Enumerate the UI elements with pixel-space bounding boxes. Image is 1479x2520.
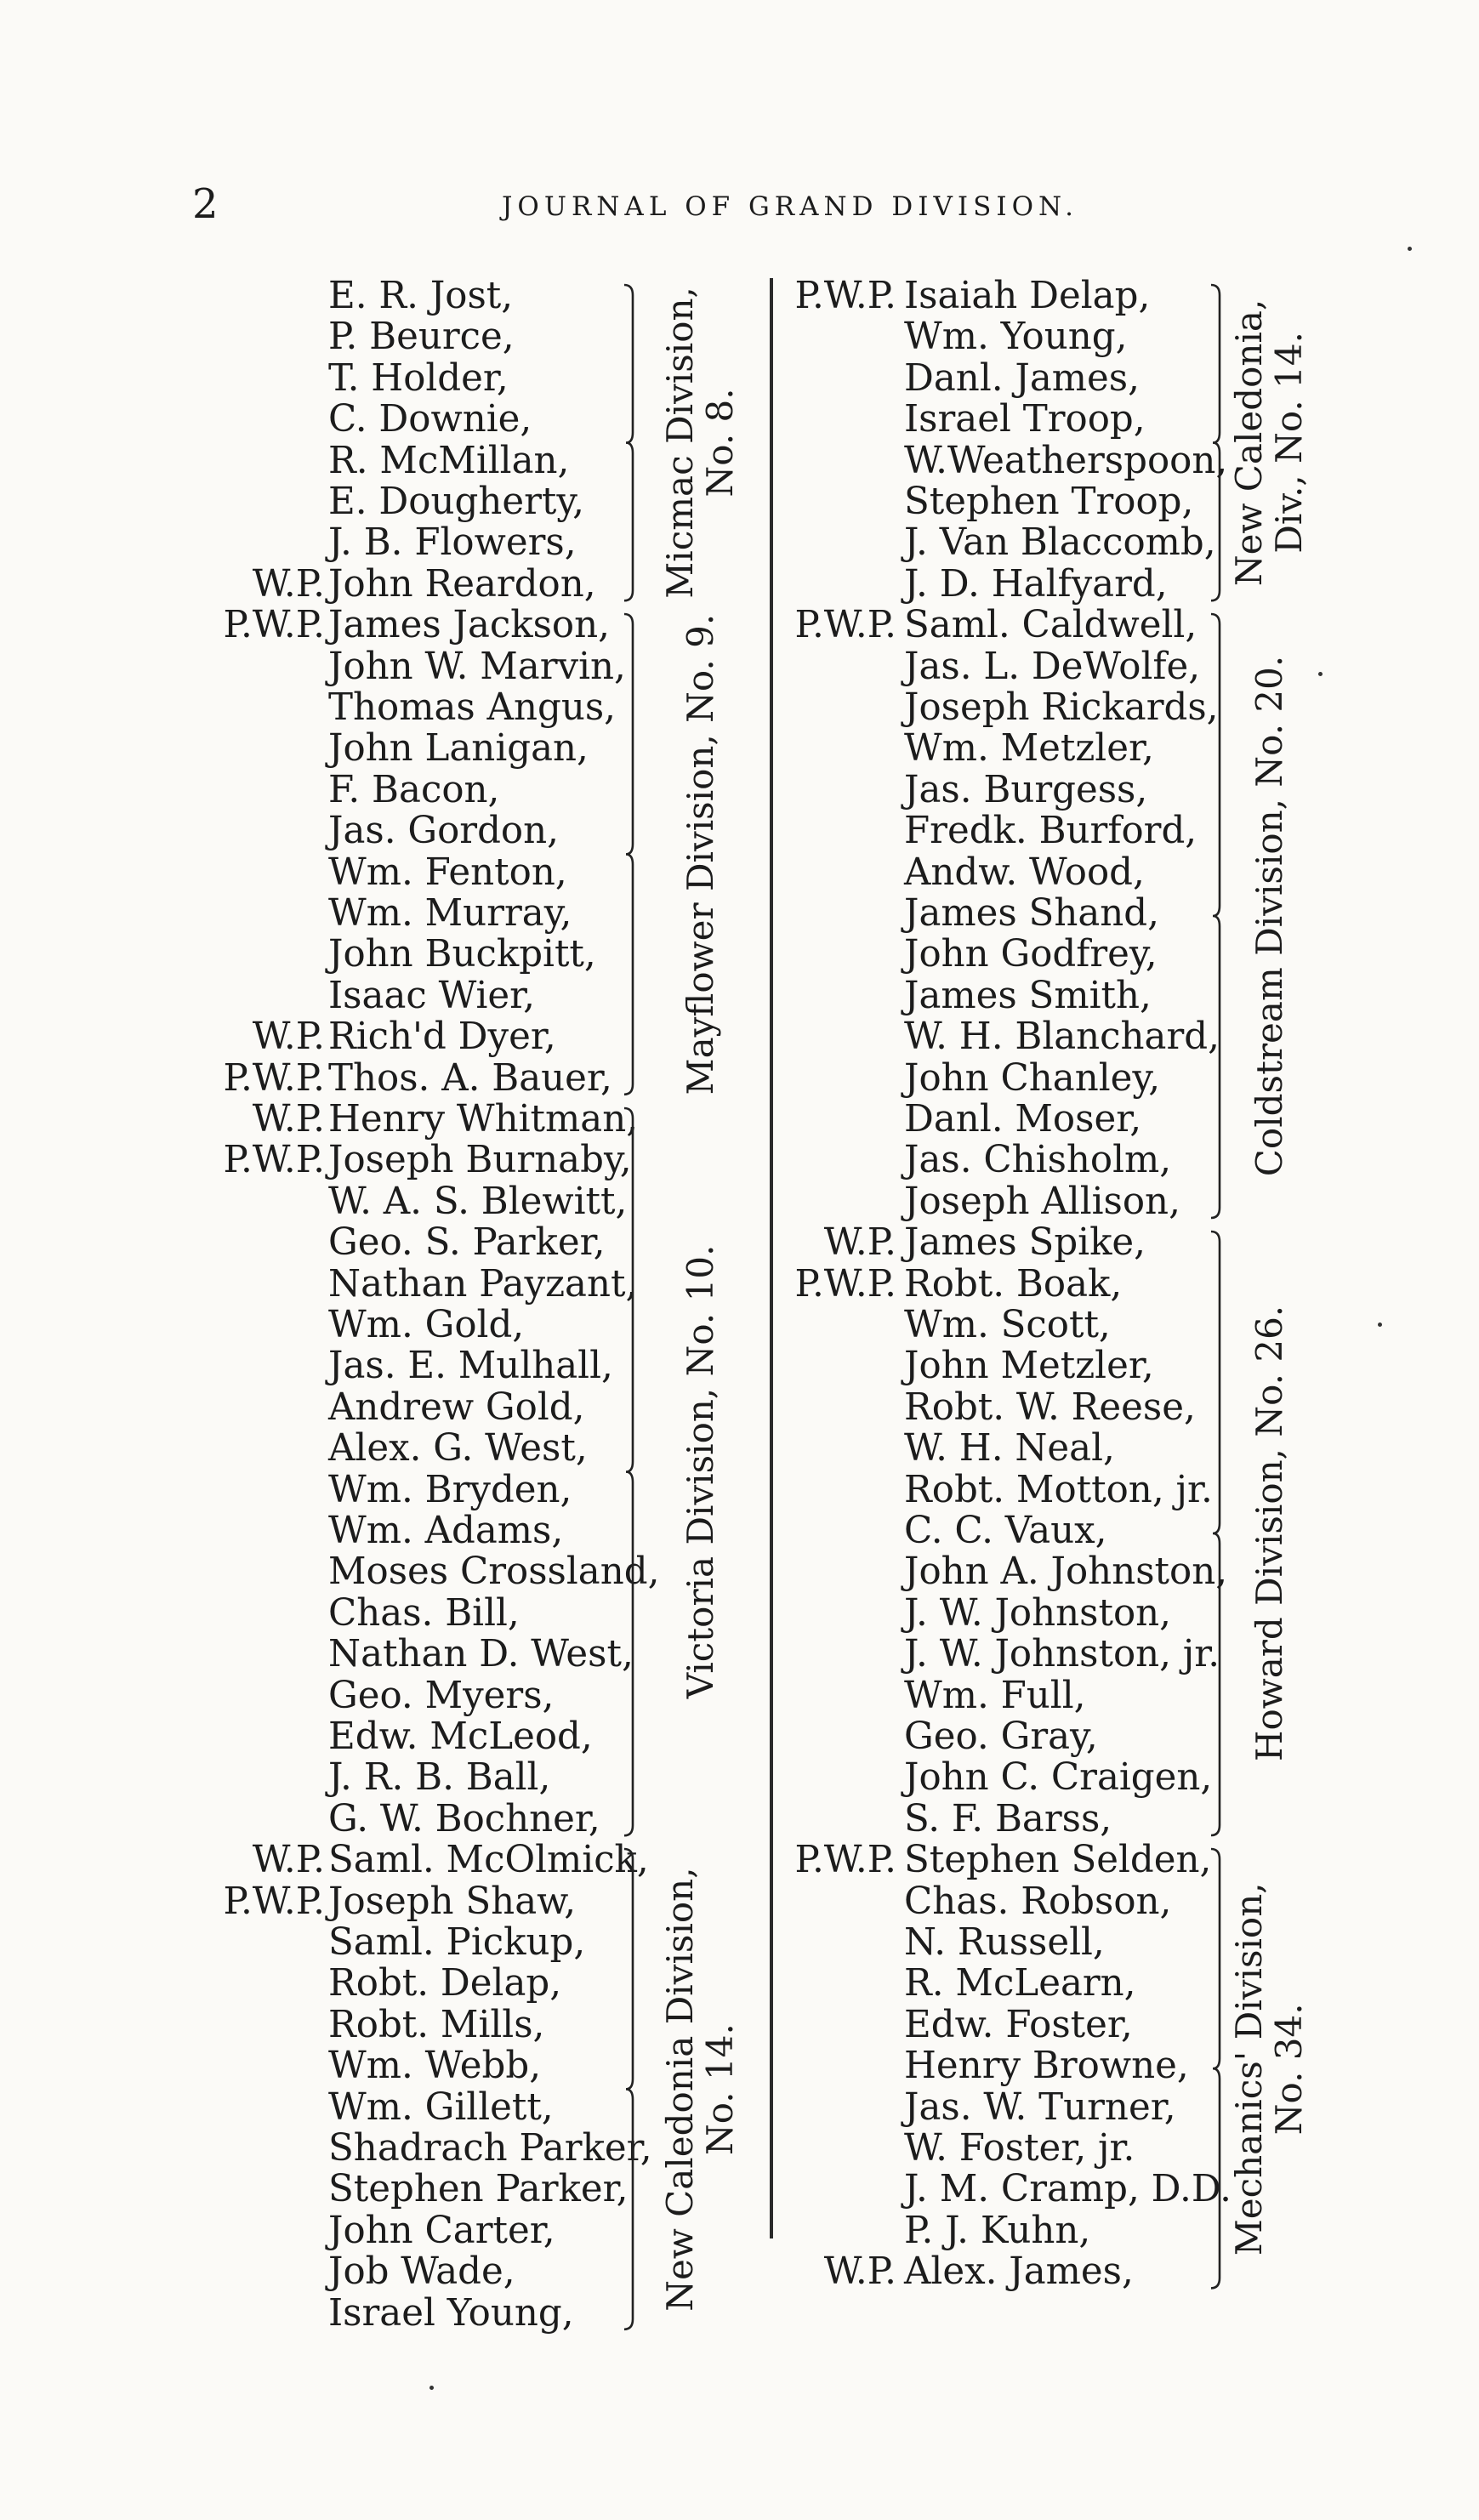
ink-speck <box>429 2386 434 2390</box>
member-title: W.P. <box>252 1098 325 1141</box>
division-brace <box>623 612 648 1096</box>
member-name: Israel Troop, <box>904 398 1146 441</box>
member-name: R. McLearn, <box>904 1962 1136 2005</box>
division-label <box>1249 612 1289 1220</box>
member-name: Thos. A. Bauer, <box>328 1056 612 1100</box>
member-name: Wm. Murray, <box>328 892 572 935</box>
member-name: Henry Browne, <box>904 2045 1189 2088</box>
member-title: P.W.P. <box>223 604 325 647</box>
member-title: W.P. <box>252 562 325 606</box>
division-label <box>1229 283 1309 602</box>
member-name: Jas. Gordon, <box>328 810 559 853</box>
member-name: Wm. Full, <box>904 1674 1086 1717</box>
member-name: Robt. W. Reese, <box>904 1385 1196 1429</box>
member-name: J. B. Flowers, <box>328 521 577 565</box>
member-name: Danl. James, <box>904 356 1140 400</box>
member-name: F. Bacon, <box>328 768 500 811</box>
member-name: Wm. Fenton, <box>328 850 567 894</box>
division-label-line: Coldstream Division, No. 20. <box>1248 655 1290 1177</box>
running-header: JOURNAL OF GRAND DIVISION. <box>502 191 1078 222</box>
member-name: James Smith, <box>904 974 1152 1017</box>
member-name: John C. Craigen, <box>904 1756 1213 1800</box>
division-label <box>1249 1230 1289 1837</box>
member-title: P.W.P. <box>794 275 896 317</box>
division-label <box>680 1106 720 1837</box>
member-name: Jas. W. Turner, <box>904 2085 1176 2129</box>
member-name: Stephen Troop, <box>904 481 1194 523</box>
member-name: John Carter, <box>328 2209 555 2252</box>
member-name: J. D. Halfyard, <box>904 562 1168 606</box>
division-label-line: Mechanics' Division, <box>1228 1881 1270 2255</box>
page-number: 2 <box>192 180 219 228</box>
member-name: J. M. Cramp, D.D. <box>904 2168 1232 2211</box>
member-name: W. H. Neal, <box>904 1427 1115 1470</box>
member-name: Robt. Motton, jr. <box>904 1468 1213 1511</box>
division-brace <box>623 283 648 602</box>
member-name: E. R. Jost, <box>328 275 514 317</box>
member-name: Robt. Mills, <box>328 2003 545 2046</box>
division-label-line: Mayflower Division, No. 9. <box>679 613 721 1095</box>
ink-speck <box>1378 1323 1382 1327</box>
member-name: Isaac Wier, <box>328 974 536 1017</box>
member-name: J. W. Johnston, jr. <box>904 1633 1220 1676</box>
member-title: W.P. <box>252 1015 325 1059</box>
member-name: Nathan D. West, <box>328 1633 634 1676</box>
member-name: John W. Marvin, <box>328 645 626 688</box>
member-name: Andrew Gold, <box>328 1385 585 1429</box>
member-name: Wm. Metzler, <box>904 727 1154 771</box>
member-title: P.W.P. <box>223 1056 325 1100</box>
member-name: Edw. McLeod, <box>328 1715 593 1758</box>
member-name: Joseph Burnaby, <box>328 1139 632 1182</box>
member-name: Danl. Moser, <box>904 1098 1142 1141</box>
division-label <box>1229 1847 1309 2290</box>
member-name: Jas. L. DeWolfe, <box>904 645 1201 688</box>
member-name: Chas. Robson, <box>904 1880 1172 1923</box>
member-name: Jas. Burgess, <box>904 768 1148 811</box>
division-label-line: New Caledonia Division, <box>659 1867 701 2312</box>
member-name: Geo. S. Parker, <box>328 1221 606 1265</box>
member-title: P.W.P. <box>223 1880 325 1923</box>
member-name: Alex. James, <box>904 2250 1134 2294</box>
member-name: Wm. Scott, <box>904 1304 1111 1346</box>
division-label-line: Victoria Division, No. 10. <box>679 1244 721 1699</box>
member-name: Wm. Gold, <box>328 1304 525 1346</box>
member-name: John Metzler, <box>904 1345 1154 1388</box>
ink-speck <box>1408 247 1412 251</box>
member-name: Chas. Bill, <box>328 1591 520 1635</box>
member-name: W. H. Blanchard, <box>904 1015 1220 1059</box>
division-label-line: No. 14. <box>699 2023 741 2155</box>
division-label-line: No. 34. <box>1268 2003 1310 2135</box>
member-name: Henry Whitman, <box>328 1098 639 1141</box>
member-name: Robt. Delap, <box>328 1962 562 2005</box>
member-name: John Chanley, <box>904 1056 1161 1100</box>
member-title: W.P. <box>252 1839 325 1882</box>
member-title: W.P. <box>823 1221 896 1265</box>
division-label-line: New Caledonia, <box>1228 299 1270 587</box>
member-name: Israel Young, <box>328 2291 574 2335</box>
member-name: Jas. Chisholm, <box>904 1139 1172 1182</box>
member-name: Nathan Payzant, <box>328 1262 638 1306</box>
member-name: Saml. Pickup, <box>328 1921 586 1964</box>
member-name: Saml. Caldwell, <box>904 604 1197 647</box>
member-name: R. McMillan, <box>328 439 570 482</box>
division-brace <box>1209 1230 1235 1837</box>
member-name: W. Foster, jr. <box>904 2127 1135 2170</box>
member-name: Joseph Rickards, <box>904 686 1219 729</box>
member-name: Thomas Angus, <box>328 686 616 729</box>
member-name: C. C. Vaux, <box>904 1510 1107 1552</box>
division-label-line: Howard Division, No. 26. <box>1248 1306 1290 1762</box>
member-name: N. Russell, <box>904 1921 1105 1964</box>
member-name: Jas. E. Mulhall, <box>328 1345 613 1388</box>
member-name: Andw. Wood, <box>904 850 1145 894</box>
member-title: P.W.P. <box>794 1262 896 1306</box>
member-name: Fredk. Burford, <box>904 810 1197 853</box>
member-name: J. Van Blaccomb, <box>904 521 1216 565</box>
division-label <box>660 283 740 602</box>
member-name: John Lanigan, <box>328 727 589 771</box>
member-name: Joseph Allison, <box>904 1180 1180 1223</box>
member-name: Isaiah Delap, <box>904 275 1151 317</box>
member-name: J. W. Johnston, <box>904 1591 1171 1635</box>
member-name: Stephen Parker, <box>328 2168 629 2211</box>
member-name: G. W. Bochner, <box>328 1797 600 1840</box>
member-name: James Jackson, <box>328 604 610 647</box>
member-name: John Godfrey, <box>904 933 1158 976</box>
division-label-line: Div., No. 14. <box>1268 332 1310 554</box>
member-name: S. F. Barss, <box>904 1797 1112 1840</box>
member-name: Wm. Adams, <box>328 1510 564 1552</box>
member-name: John Buckpitt, <box>328 933 596 976</box>
member-name: Edw. Foster, <box>904 2003 1133 2046</box>
member-title: P.W.P. <box>794 1839 896 1882</box>
member-name: James Spike, <box>904 1221 1146 1265</box>
member-name: Stephen Selden, <box>904 1839 1212 1882</box>
member-name: Geo. Gray, <box>904 1715 1098 1758</box>
member-title: W.P. <box>823 2250 896 2294</box>
member-name: Moses Crossland, <box>328 1550 660 1594</box>
member-name: Wm. Webb, <box>328 2045 542 2088</box>
division-label <box>680 612 720 1096</box>
member-name: C. Downie, <box>328 398 532 441</box>
member-name: Robt. Boak, <box>904 1262 1123 1306</box>
member-name: Wm. Bryden, <box>328 1468 572 1511</box>
member-name: John A. Johnston, <box>904 1550 1228 1594</box>
division-brace <box>1209 612 1235 1220</box>
member-name: Alex. G. West, <box>328 1427 588 1470</box>
member-title: P.W.P. <box>794 604 896 647</box>
member-name: T. Holder, <box>328 356 509 400</box>
division-brace <box>623 1106 648 1837</box>
member-name: Shadrach Parker, <box>328 2127 652 2170</box>
division-label-line: No. 8. <box>699 388 741 498</box>
member-name: W. A. S. Blewitt, <box>328 1180 628 1223</box>
member-name: Joseph Shaw, <box>328 1880 577 1923</box>
ink-speck <box>1318 672 1323 676</box>
member-name: P. J. Kuhn, <box>904 2209 1091 2252</box>
member-name: Wm. Young, <box>904 316 1128 359</box>
member-name: E. Dougherty, <box>328 481 584 523</box>
division-label-line: Micmac Division, <box>659 287 701 599</box>
member-title: P.W.P. <box>223 1139 325 1182</box>
member-name: James Shand, <box>904 892 1159 935</box>
member-name: Job Wade, <box>328 2250 515 2294</box>
division-brace <box>623 1847 648 2331</box>
member-name: John Reardon, <box>328 562 596 606</box>
member-name: Saml. McOlmick, <box>328 1839 649 1882</box>
member-name: Rich'd Dyer, <box>328 1015 556 1059</box>
member-name: W.Weatherspoon, <box>904 439 1228 482</box>
member-name: P. Beurce, <box>328 316 515 359</box>
member-name: Geo. Myers, <box>328 1674 555 1717</box>
member-name: Wm. Gillett, <box>328 2085 554 2129</box>
member-name: J. R. B. Ball, <box>328 1756 551 1800</box>
